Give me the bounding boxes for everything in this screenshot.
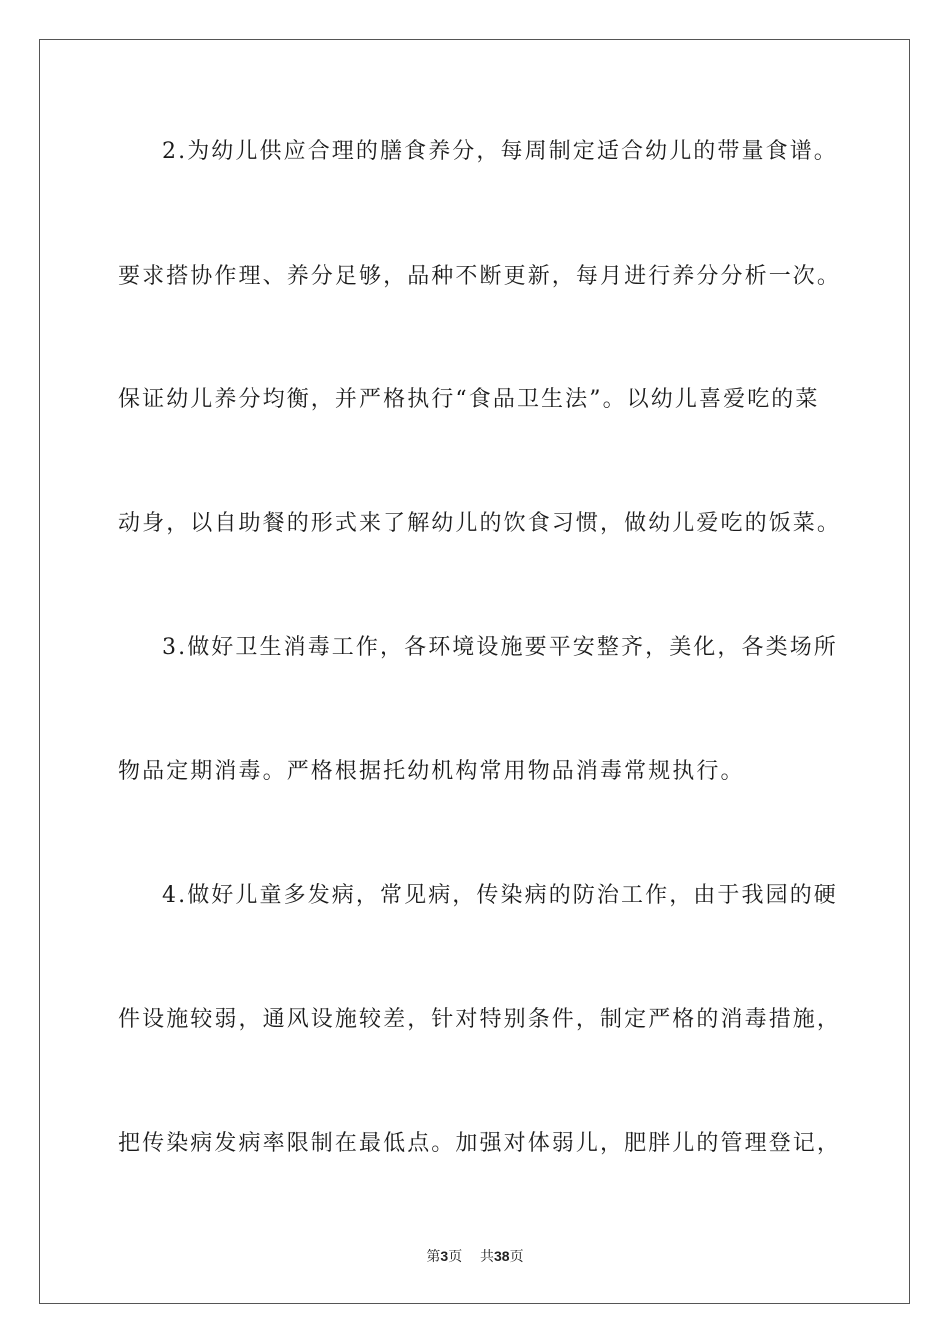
text-line-3: 保证幼儿养分均衡，并严格执行“食品卫生法”。以幼儿喜爱吃的菜	[118, 387, 820, 412]
text-line-5: 3.做好卫生消毒工作，各环境设施要平安整齐，美化，各类场所	[162, 635, 838, 660]
page-footer	[0, 1247, 950, 1266]
page-border	[39, 39, 910, 1304]
text-line-8: 件设施较弱，通风设施较差，针对特别条件，制定严格的消毒措施，	[118, 1007, 842, 1032]
text-line-1: 2.为幼儿供应合理的膳食养分，每周制定适合幼儿的带量食谱。	[162, 139, 838, 164]
footer-total-number: 38	[494, 1248, 510, 1264]
footer-total-prefix: 共	[480, 1249, 495, 1265]
footer-page-prefix: 第	[426, 1249, 441, 1265]
text-line-7: 4.做好儿童多发病，常见病，传染病的防治工作，由于我园的硬	[162, 883, 838, 908]
text-line-2: 要求搭协作理、养分足够，品种不断更新，每月进行养分分析一次。	[118, 264, 842, 289]
footer-page-suffix: 页	[448, 1249, 463, 1265]
footer-page-number: 3	[440, 1248, 449, 1264]
text-line-4: 动身，以自助餐的形式来了解幼儿的饮食习惯，做幼儿爱吃的饭菜。	[118, 511, 842, 536]
text-line-6: 物品定期消毒。严格根据托幼机构常用物品消毒常规执行。	[118, 759, 745, 784]
footer-total-suffix: 页	[509, 1249, 524, 1265]
text-line-9: 把传染病发病率限制在最低点。加强对体弱儿，肥胖儿的管理登记，	[118, 1131, 842, 1156]
